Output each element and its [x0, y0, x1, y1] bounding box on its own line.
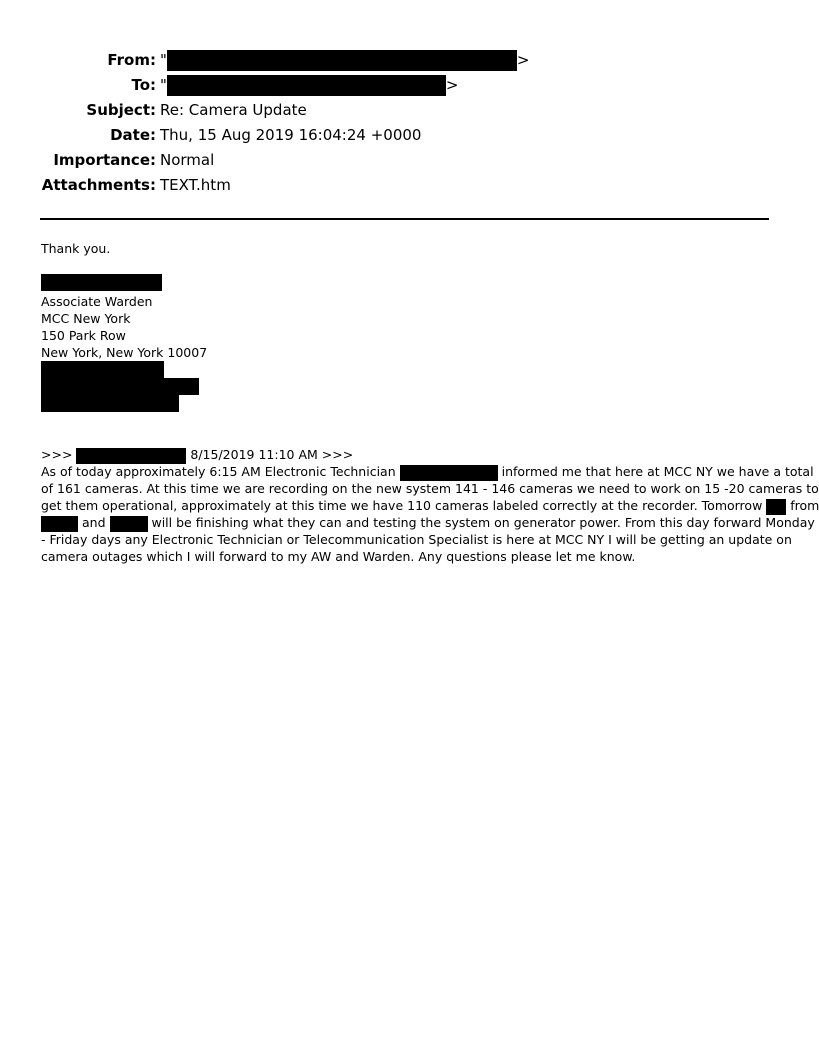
subject-row — [0, 98, 816, 123]
quoted-header — [41, 446, 775, 463]
header-divider — [40, 218, 769, 220]
quote-prefix: >>> — [41, 447, 73, 462]
subject-value: Re: Camera Update — [160, 101, 307, 119]
attachments-row — [0, 173, 816, 198]
redaction-block — [41, 274, 162, 291]
signature-org: MCC New York — [41, 311, 131, 326]
from-suffix: > — [516, 51, 530, 69]
redaction-block — [76, 448, 186, 464]
email-header — [0, 48, 816, 198]
quoted-message — [41, 446, 819, 565]
to-prefix: " — [160, 76, 167, 94]
quoted-line — [41, 463, 814, 480]
quoted-text: and — [81, 515, 106, 530]
quoted-line: - Friday days any Electronic Technician or Telecommunication Specialist is here at MCC NY I will be getting an update on — [41, 532, 792, 547]
quoted-text: will be finishing what they can and testing the system on generator power. From this day forward Monday — [151, 515, 815, 530]
date-row — [0, 123, 816, 148]
quoted-text: informed me that here at MCC NY we have a total — [501, 464, 814, 479]
to-suffix: > — [445, 76, 459, 94]
spacer — [41, 257, 771, 274]
redaction-block — [110, 516, 148, 532]
redaction-block — [167, 75, 446, 96]
redaction-block — [41, 395, 179, 412]
redaction-block — [41, 516, 78, 532]
importance-label: Importance: — [53, 151, 156, 169]
to-value — [160, 73, 458, 98]
signature-title: Associate Warden — [41, 294, 153, 309]
date-value: Thu, 15 Aug 2019 16:04:24 +0000 — [160, 126, 422, 144]
to-row — [0, 73, 816, 98]
attachments-value: TEXT.htm — [160, 176, 231, 194]
redaction-block — [41, 378, 199, 395]
quoted-text: get them operational, approximately at this time we have 110 cameras labeled correctly at the recorder. Tomorrow — [41, 498, 763, 513]
greeting: Thank you. — [41, 241, 111, 256]
attachments-label: Attachments: — [41, 176, 156, 194]
date-label: Date: — [110, 126, 156, 144]
to-label: To: — [131, 76, 156, 94]
message-body — [41, 240, 771, 412]
from-prefix: " — [160, 51, 167, 69]
from-row — [0, 48, 816, 73]
redaction-block — [766, 499, 786, 515]
quoted-text: from — [790, 498, 819, 513]
signature-city: New York, New York 10007 — [41, 345, 208, 360]
from-label: From: — [107, 51, 156, 69]
quoted-line: camera outages which I will forward to my AW and Warden. Any questions please let me know. — [41, 549, 636, 564]
quoted-line — [41, 497, 819, 514]
subject-label: Subject: — [86, 101, 156, 119]
from-value — [160, 48, 529, 73]
importance-value: Normal — [160, 151, 215, 169]
redaction-block — [167, 50, 517, 71]
quoted-line: of 161 cameras. At this time we are recording on the new system 141 - 146 cameras we need to work on 15 -20 cameras to — [41, 481, 819, 496]
redaction-block — [400, 465, 498, 481]
signature-street: 150 Park Row — [41, 328, 126, 343]
redaction-block — [41, 361, 164, 378]
quoted-text: As of today approximately 6:15 AM Electronic Technician — [41, 464, 396, 479]
quoted-line — [41, 514, 815, 531]
importance-row — [0, 148, 816, 173]
quoted-timestamp: 8/15/2019 11:10 AM >>> — [190, 447, 354, 462]
